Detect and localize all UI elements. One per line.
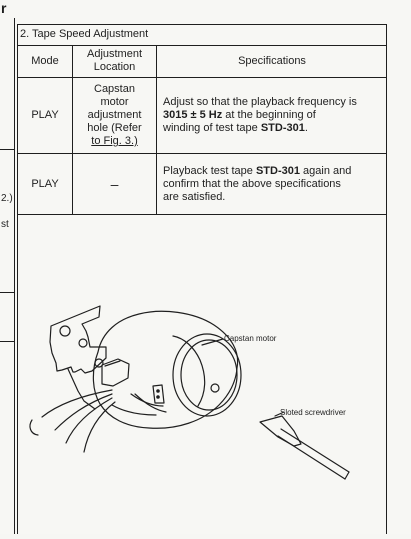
motor-face (173, 334, 241, 416)
row-2-spec-part-3: again and (299, 164, 352, 177)
row-1-spec-part-3: at the beginning of (222, 109, 316, 121)
mode-header: Mode (31, 54, 59, 67)
motor-lower-band (112, 405, 156, 415)
adjustment-location-header (73, 45, 156, 77)
row-2-specification (157, 154, 387, 214)
row-1-location-line-2: motor (100, 96, 129, 108)
row-1-spec-part-4: winding of test tape (163, 122, 261, 134)
row-2-spec-part-2: STD-301 (255, 164, 300, 177)
capstan-motor-label: Capstan motor (224, 334, 277, 343)
screwdriver-tip (345, 472, 349, 479)
screwdriver-shaft-bottom (278, 436, 345, 479)
mounting-bracket (50, 306, 106, 373)
motor-body-outline (93, 311, 237, 428)
section-title: 2. Tape Speed Adjustment (20, 28, 149, 40)
screwdriver-shaft-top (281, 429, 349, 472)
row-1-specification (157, 78, 387, 153)
specifications-header: Specifications (238, 54, 306, 67)
row-1-spec-part-2: 3015 ± 5 Hz (163, 109, 223, 121)
connector-dot-1 (157, 390, 159, 392)
row-1-location (73, 78, 156, 153)
left-page-border (14, 18, 15, 534)
left-fragment-rule-2 (0, 292, 15, 293)
left-side-label: st (1, 219, 9, 230)
motor-face-inner (181, 340, 237, 410)
capstan-motor-drawing (18, 222, 386, 534)
row-1-location-line-3: adjustment (87, 109, 142, 121)
mount-screw-1 (60, 326, 70, 336)
adjustment-location-header-line-2: Location (93, 61, 136, 73)
mount-screw-2 (79, 339, 87, 347)
row-2-spec-part-1: Playback test tape (163, 164, 256, 177)
table-body-bottom (18, 214, 387, 215)
capstan-motor-illustration (18, 222, 386, 534)
row-1-location-line-4: hole (Refer (87, 122, 142, 134)
adjustment-location-header-line-1: Adjustment (86, 48, 143, 60)
row-2-spec-part-5: are satisfied. (163, 190, 226, 203)
row-1-location-line-1: Capstan (94, 83, 135, 95)
row-1-spec-part-6: . (304, 122, 308, 134)
row-1-location-line-5: to Fig. 3.) (91, 135, 138, 147)
top-left-mark: r (1, 0, 7, 16)
screwdriver-label: Sloted screwdriver (280, 408, 346, 417)
left-hook (30, 420, 38, 435)
row-2-specification-paragraph (163, 165, 351, 204)
row-2-location: – (110, 175, 119, 192)
row-1-specification-paragraph (163, 96, 357, 135)
left-fragment-rule-1 (0, 149, 15, 150)
left-paren-item: 2.) (1, 193, 13, 204)
row-2-spec-part-4: confirm that the above specifications (163, 177, 341, 190)
row-1-spec-part-1: Adjust so that the playback frequency is (163, 96, 357, 108)
wire-4 (84, 402, 115, 452)
wire-connector (153, 385, 164, 403)
connector-dot-2 (157, 396, 159, 398)
adjustment-hole (211, 384, 219, 392)
row-1-mode: PLAY (31, 109, 59, 121)
screwdriver-blade-edge (260, 416, 301, 446)
wire-1 (42, 390, 112, 417)
row-2-mode: PLAY (31, 177, 59, 190)
left-fragment-rule-3 (0, 341, 15, 342)
row-1-spec-part-5: STD-301 (260, 122, 305, 134)
